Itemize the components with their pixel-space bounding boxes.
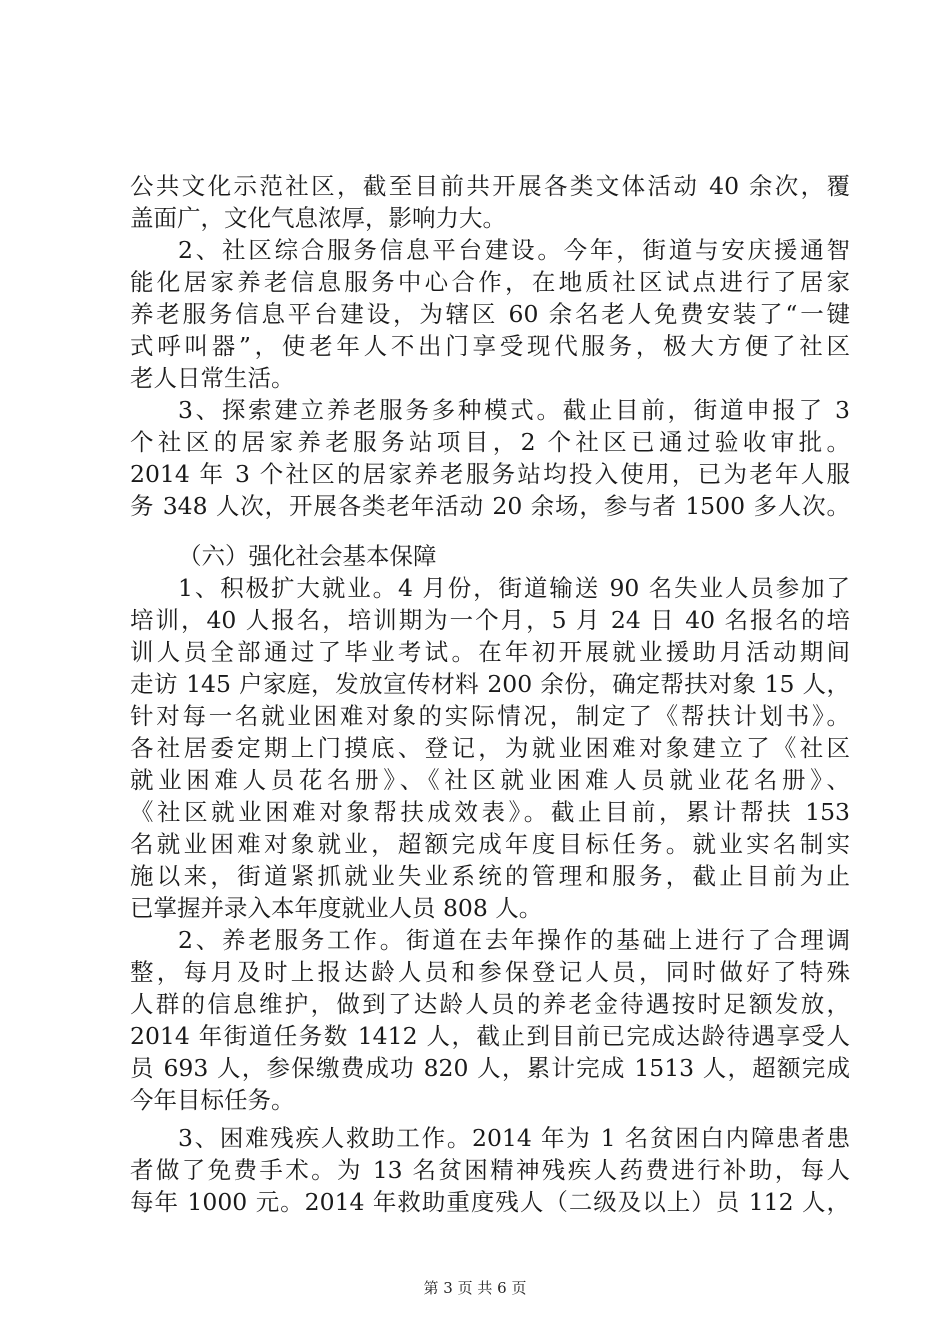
- text-line: 培训，40 人报名，培训期为一个月，5 月 24 日 40 名报名的培: [130, 606, 850, 634]
- text-line: 者做了免费手术。为 13 名贫困精神残疾人药费进行补助，每人: [130, 1156, 850, 1184]
- text-line: 整，每月及时上报达龄人员和参保登记人员，同时做好了特殊: [130, 958, 850, 986]
- text-line: 盖面广，文化气息浓厚，影响力大。: [130, 204, 506, 232]
- page-number-footer: 第 3 页 共 6 页: [423, 1279, 527, 1297]
- paragraph-start: 2、社区综合服务信息平台建设。今年，街道与安庆援通智: [178, 236, 850, 264]
- text-line: 人群的信息维护，做到了达龄人员的养老金待遇按时足额发放，: [130, 990, 850, 1018]
- text-line: 公共文化示范社区，截至目前共开展各类文体活动 40 余次，覆: [130, 172, 850, 200]
- text-line: 名就业困难对象就业，超额完成年度目标任务。就业实名制实: [130, 830, 850, 858]
- text-line: 养老服务信息平台建设，为辖区 60 余名老人免费安装了“一键: [130, 300, 850, 328]
- text-line: 员 693 人，参保缴费成功 820 人，累计完成 1513 人，超额完成: [130, 1054, 850, 1082]
- text-line: 务 348 人次，开展各类老年活动 20 余场，参与者 1500 多人次。: [130, 492, 850, 520]
- paragraph-start: 3、困难残疾人救助工作。2014 年为 1 名贫困白内障患者患: [178, 1124, 850, 1152]
- text-line: 针对每一名就业困难对象的实际情况，制定了《帮扶计划书》。: [130, 702, 850, 730]
- text-line: 就业困难人员花名册》、《社区就业困难人员就业花名册》、: [130, 766, 850, 794]
- text-line: 老人日常生活。: [130, 364, 295, 392]
- text-line: 已掌握并录入本年度就业人员 808 人。: [130, 894, 543, 922]
- text-line: 今年目标任务。: [130, 1086, 295, 1114]
- text-line: 训人员全部通过了毕业考试。在年初开展就业援助月活动期间: [130, 638, 850, 666]
- section-heading: （六）强化社会基本保障: [178, 542, 437, 570]
- text-line: 个社区的居家养老服务站项目，2 个社区已通过验收审批。: [130, 428, 850, 456]
- paragraph-start: 1、积极扩大就业。4 月份，街道输送 90 名失业人员参加了: [178, 574, 850, 602]
- paragraph-start: 3、探索建立养老服务多种模式。截止目前，街道申报了 3: [178, 396, 850, 424]
- text-line: 施以来，街道紧抓就业失业系统的管理和服务，截止目前为止: [130, 862, 850, 890]
- paragraph-start: 2、养老服务工作。街道在去年操作的基础上进行了合理调: [178, 926, 850, 954]
- text-line: 《社区就业困难对象帮扶成效表》。截止目前，累计帮扶 153: [130, 798, 850, 826]
- text-line: 能化居家养老信息服务中心合作，在地质社区试点进行了居家: [130, 268, 850, 296]
- text-line: 2014 年街道任务数 1412 人，截止到目前已完成达龄待遇享受人: [130, 1022, 850, 1050]
- text-line: 走访 145 户家庭，发放宣传材料 200 余份，确定帮扶对象 15 人，: [130, 670, 850, 698]
- text-line: 式呼叫器”，使老年人不出门享受现代服务，极大方便了社区: [130, 332, 850, 360]
- text-line: 各社居委定期上门摸底、登记，为就业困难对象建立了《社区: [130, 734, 850, 762]
- text-line: 每年 1000 元。2014 年救助重度残人（二级及以上）员 112 人，: [130, 1188, 850, 1216]
- text-line: 2014 年 3 个社区的居家养老服务站均投入使用，已为老年人服: [130, 460, 850, 488]
